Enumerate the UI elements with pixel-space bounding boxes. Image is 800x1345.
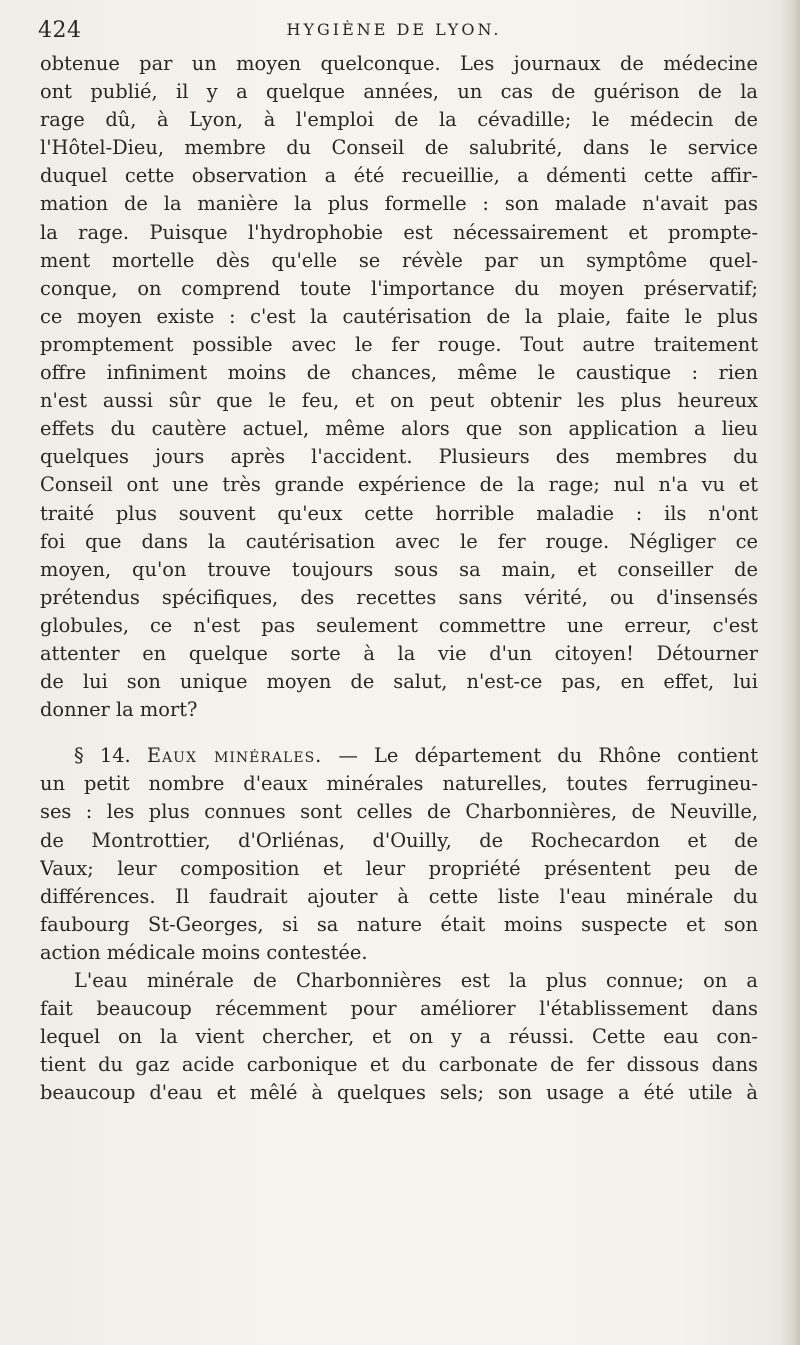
text-line: tient du gaz acide carbonique et du carbonate de fer dissous dans — [40, 1053, 758, 1077]
text-line: faubourg St-Georges, si sa nature était moins suspecte et son — [40, 912, 758, 936]
text-line: beaucoup d'eau et mêlé à quelques sels; son usage a été utile à — [40, 1081, 758, 1105]
page-edge-shadow — [778, 0, 800, 1345]
text-line: lequel on la vient chercher, et on y a réussi. Cette eau con- — [40, 1025, 758, 1049]
text-line: obtenue par un moyen quelconque. Les journaux de médecine — [40, 52, 758, 75]
text-line: différences. Il faudrait ajouter à cette liste l'eau minérale du — [40, 884, 758, 908]
section-spacer — [40, 724, 758, 742]
text-line: l'Hôtel-Dieu, membre du Conseil de salubrité, dans le service — [40, 136, 758, 160]
text-line: attenter en quelque sorte à la vie d'un citoyen! Détourner — [40, 641, 758, 665]
text-line: donner la mort? — [40, 698, 198, 722]
section-number: § 14. — [74, 744, 131, 768]
text-line: mation de la manière la plus formelle : son malade n'avait pas — [40, 192, 758, 216]
page-header — [38, 18, 750, 46]
section-first-line: — Le département du Rhône contient — [338, 744, 758, 768]
text-line: L'eau minérale de Charbonnières est la plus connue; on a — [74, 969, 758, 992]
text-line: globules, ce n'est pas seulement commettre une erreur, c'est — [40, 613, 758, 637]
text-line: duquel cette observation a été recueillie, a démenti cette affir- — [40, 164, 758, 188]
text-line: offre infiniment moins de chances, même le caustique : rien — [40, 361, 758, 385]
text-line: Vaux; leur composition et leur propriété présentent peu de — [40, 856, 758, 880]
text-line: la rage. Puisque l'hydrophobie est nécessairement et prompte- — [40, 220, 758, 244]
text-line: traité plus souvent qu'eux cette horrible maladie : ils n'ont — [40, 501, 758, 525]
text-line: moyen, qu'on trouve toujours sous sa main, et conseiller de — [40, 557, 758, 581]
text-line: ment mortelle dès qu'elle se révèle par un symptôme quel- — [40, 248, 758, 272]
section-title: Eaux minérales. — [146, 744, 323, 768]
page-number: 424 — [38, 18, 82, 43]
text-line: Conseil ont une très grande expérience de la rage; nul n'a vu et — [40, 473, 758, 497]
text-line: de Montrottier, d'Orliénas, d'Ouilly, de Rochecardon et de — [40, 828, 758, 852]
text-line: ce moyen existe : c'est la cautérisation de la plaie, faite le plus — [40, 304, 758, 328]
running-title: HYGIÈNE DE LYON. — [286, 20, 502, 39]
text-line: prétendus spécifiques, des recettes sans vérité, ou d'insensés — [40, 585, 758, 609]
text-line: n'est aussi sûr que le feu, et on peut obtenir les plus heureux — [40, 389, 758, 413]
text-line: effets du cautère actuel, même alors que son application a lieu — [40, 417, 758, 441]
text-line: ont publié, il y a quelque années, un cas de guérison de la — [40, 80, 758, 104]
paragraph-rabies — [40, 50, 758, 724]
text-line: conque, on comprend toute l'importance du moyen préservatif; — [40, 276, 758, 300]
text-line: rage dû, à Lyon, à l'emploi de la cévadille; le médecin de — [40, 108, 758, 132]
text-line: quelques jours après l'accident. Plusieurs des membres du — [40, 445, 758, 469]
text-line: un petit nombre d'eaux minérales naturelles, toutes ferrugineu- — [40, 772, 758, 796]
page-body — [40, 50, 758, 1107]
paragraph-charbonnieres — [40, 967, 758, 1107]
text-line: foi que dans la cautérisation avec le fer rouge. Négliger ce — [40, 529, 758, 553]
text-line: action médicale moins contestée. — [40, 940, 368, 964]
text-line: fait beaucoup récemment pour améliorer l'établissement dans — [40, 997, 758, 1021]
section-14-heading-line — [40, 742, 758, 770]
section-14-mineral-waters — [40, 742, 758, 967]
text-line: de lui son unique moyen de salut, n'est-ce pas, en effet, lui — [40, 670, 758, 694]
text-line: ses : les plus connues sont celles de Charbonnières, de Neuville, — [40, 800, 758, 824]
text-line: promptement possible avec le fer rouge. Tout autre traitement — [40, 332, 758, 356]
